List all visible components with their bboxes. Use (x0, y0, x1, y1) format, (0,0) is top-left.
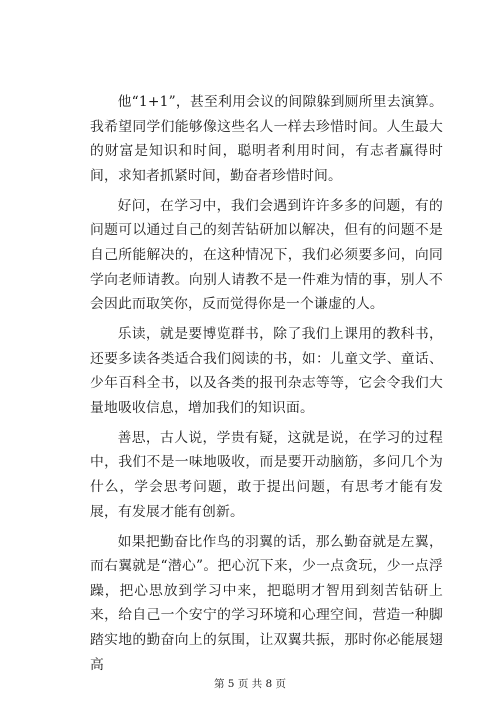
paragraph-thinking: 善思，古人说，学贵有疑，这就是说，在学习的过程中，我们不是一味地吸收，而是要开动脑筋，多问几个为什么，学会思考问题，敢于提出问题，有思考才能有发展，有发展才能有创新。 (90, 429, 443, 520)
page-number-footer: 第 5 页 共 8 页 (213, 678, 287, 690)
paragraph-diligence: 如果把勤奋比作鸟的羽翼的话，那么勤奋就是左翼，而右翼就是“潜心”。把心沉下来，少一点贪玩，少一点浮躁，把心思放到学习中来，把聪明才智用到刻苦钻研上来，给自己一个安宁的学习环境和心理空间，营造一种脚踏实地的勤奋向上的氛围，让双翼共振，那时你必能展翅高 (90, 533, 443, 673)
paragraph-time: 他“1+1”，甚至利用会议的间隙躲到厕所里去演算。我希望同学们能够像这些名人一样去珍惜时间。人生最大的财富是知识和时间，聪明者利用时间，有志者赢得时间，求知者抓紧时间，勤奋者珍惜时间。 (90, 94, 443, 184)
document-body (90, 90, 443, 677)
paragraph-asking: 好问，在学习中，我们会遇到许许多多的问题，有的问题可以通过自己的刻苦钻研加以解决，但有的问题不是自己所能解决的，在这种情况下，我们必须要多问，向同学向老师请教。向别人请教不是一件难为情的事，别人不会因此而取笑你，反而觉得你是一个谦虚的人。 (90, 197, 443, 313)
paragraph-reading: 乐读，就是要博览群书，除了我们上课用的教科书，还要多读各类适合我们阅读的书，如：儿童文学、童话、少年百科全书，以及各类的报刊杂志等等，它会令我们大量地吸收信息，增加我们的知识面。 (90, 326, 443, 416)
